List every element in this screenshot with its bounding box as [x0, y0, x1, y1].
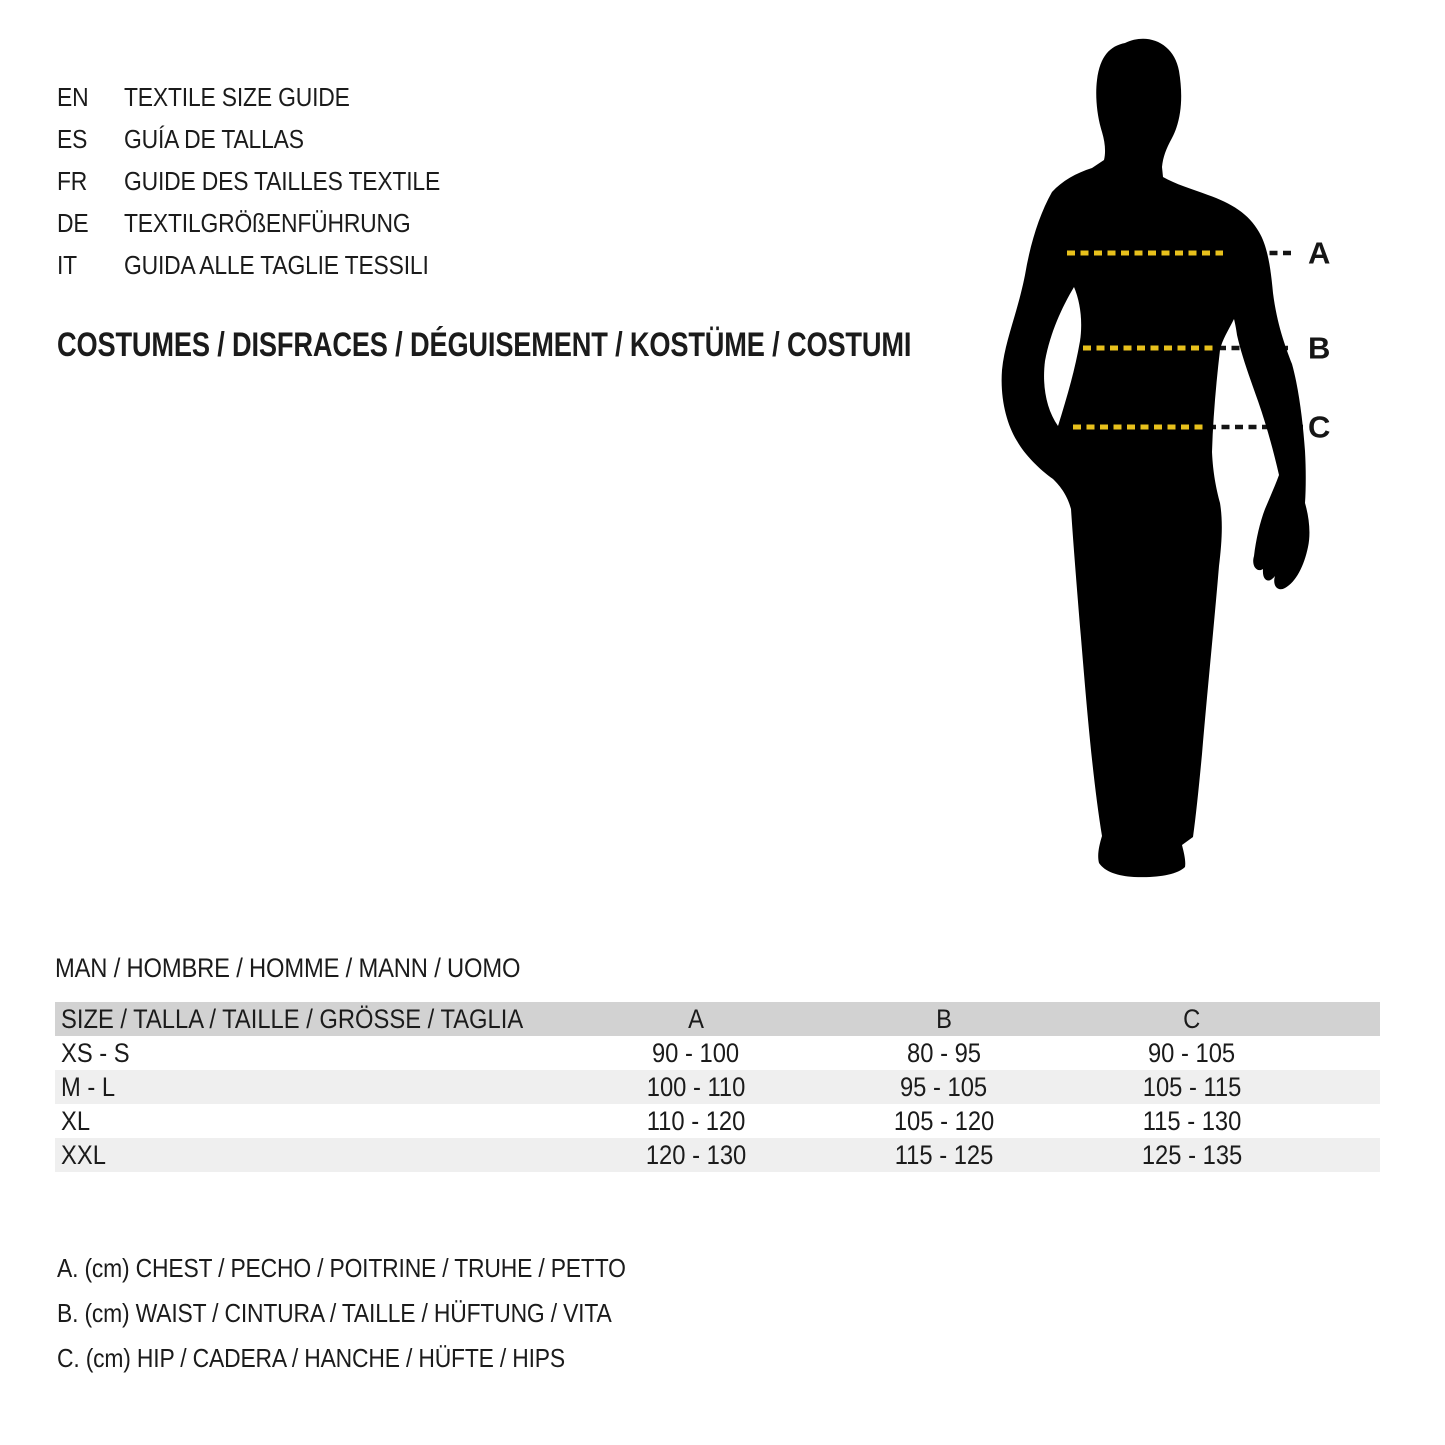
size-cell: M - L	[61, 1072, 116, 1102]
list-item	[57, 244, 483, 286]
guide-title-en: TEXTILE SIZE GUIDE	[124, 81, 350, 112]
guide-title-es: GUÍA DE TALLAS	[124, 123, 304, 154]
size-table	[55, 1002, 1380, 1172]
size-column-header: SIZE / TALLA / TAILLE / GRÖSSE / TAGLIA	[61, 1004, 524, 1034]
list-item	[57, 76, 483, 118]
guide-title-de: TEXTILGRÖßENFÜHRUNG	[124, 207, 411, 238]
guide-title-fr: GUIDE DES TAILLES TEXTILE	[124, 165, 441, 196]
category-title: COSTUMES / DISFRACES / DÉGUISEMENT / KOSTÜME / COSTUMI	[57, 326, 912, 364]
value-a: 100 - 110	[646, 1072, 746, 1102]
value-c: 105 - 115	[1142, 1072, 1242, 1102]
language-code: DE	[57, 207, 89, 238]
measurement-legend	[57, 1246, 703, 1381]
legend-item-waist: B. (cm) WAIST / CINTURA / TAILLE / HÜFTUNG / VITA	[57, 1298, 612, 1328]
value-a: 110 - 120	[646, 1106, 746, 1136]
value-b: 95 - 105	[900, 1072, 988, 1102]
value-b: 105 - 120	[893, 1106, 995, 1136]
table-row	[55, 1138, 1380, 1172]
column-header-b: B	[936, 1004, 952, 1034]
table-header-row	[55, 1002, 1380, 1036]
measure-label-c: C	[1308, 409, 1331, 445]
table-row	[55, 1070, 1380, 1104]
language-code: ES	[57, 123, 88, 154]
man-silhouette	[1002, 39, 1310, 877]
value-b: 115 - 125	[894, 1140, 994, 1170]
value-a: 90 - 100	[652, 1038, 740, 1068]
language-code: IT	[57, 249, 77, 280]
legend-item-hip: C. (cm) HIP / CADERA / HANCHE / HÜFTE / HIPS	[57, 1343, 565, 1373]
size-cell: XS - S	[61, 1038, 130, 1068]
section-title-man: MAN / HOMBRE / HOMME / MANN / UOMO	[55, 953, 521, 983]
measure-label-b: B	[1308, 330, 1331, 366]
man-silhouette-figure	[955, 25, 1375, 925]
guide-title-it: GUIDA ALLE TAGLIE TESSILI	[124, 249, 429, 280]
column-header-c: C	[1183, 1004, 1201, 1034]
table-row	[55, 1104, 1380, 1138]
list-item	[57, 160, 483, 202]
size-cell: XL	[61, 1106, 91, 1136]
value-c: 115 - 130	[1142, 1106, 1242, 1136]
list-item	[57, 118, 483, 160]
measure-label-a: A	[1308, 235, 1331, 271]
value-a: 120 - 130	[645, 1140, 747, 1170]
value-c: 90 - 105	[1148, 1038, 1236, 1068]
table-row	[55, 1036, 1380, 1070]
legend-item-chest: A. (cm) CHEST / PECHO / POITRINE / TRUHE / PETTO	[57, 1253, 626, 1283]
language-code: EN	[57, 81, 89, 112]
size-cell: XXL	[61, 1140, 106, 1170]
list-item	[57, 202, 483, 244]
column-header-a: A	[688, 1004, 704, 1034]
value-b: 80 - 95	[907, 1038, 981, 1068]
language-code: FR	[57, 165, 88, 196]
value-c: 125 - 135	[1141, 1140, 1243, 1170]
language-title-list	[57, 76, 483, 286]
